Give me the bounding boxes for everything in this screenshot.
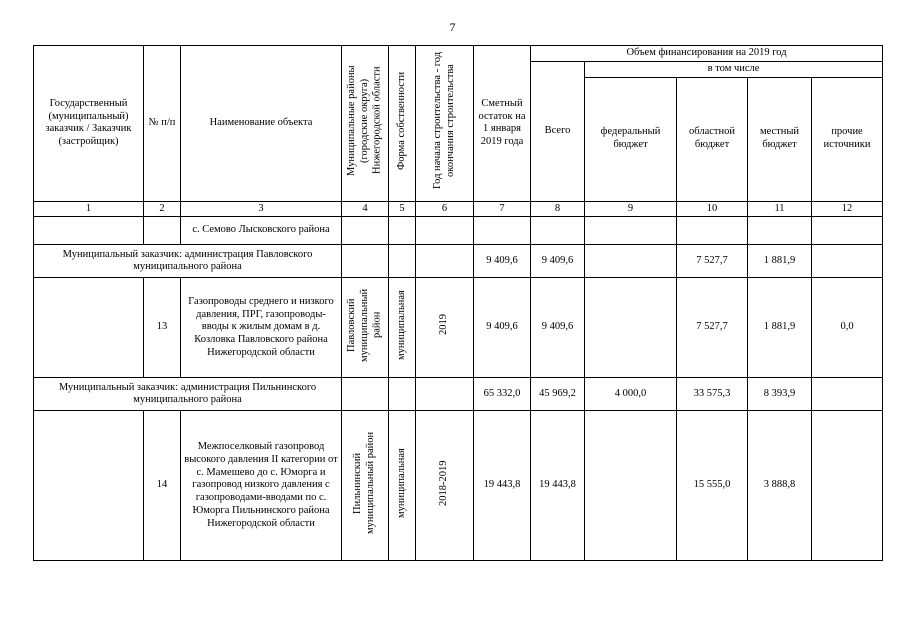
page-number: 7: [449, 20, 456, 34]
federal-value: [585, 245, 677, 278]
header-financing-2019: Объем финансирования на 2019 год: [531, 46, 883, 62]
estimated-balance: 9 409,6: [474, 245, 531, 278]
header-including: в том числе: [585, 61, 883, 77]
local-value: 1 881,9: [748, 245, 812, 278]
object-name: Межпоселковый газопровод высокого давления II категории от с. Мамешево до с. Юморга и газопровод низкого давления с газопроводами-вводами по с. Юморга Пильнинского района Нижегородской области: [181, 411, 342, 561]
ownership-cell: [389, 411, 416, 561]
column-number: 12: [812, 201, 883, 217]
total-value: 19 443,8: [531, 411, 585, 561]
local-value: 3 888,8: [748, 411, 812, 561]
district-cell: [342, 411, 389, 561]
regional-value: 7 527,7: [677, 278, 748, 378]
estimated-balance: 19 443,8: [474, 411, 531, 561]
customer-label: Муниципальный заказчик: администрация Павловского муниципального района: [34, 245, 342, 278]
header-regional: областной бюджет: [677, 77, 748, 201]
header-total: Всего: [531, 61, 585, 201]
years-value: 2019: [438, 314, 450, 336]
table-row-item-13: [34, 278, 883, 378]
financing-table: [33, 45, 883, 561]
header-municipal-districts-text: Муниципальные районы (городские округа) Нижегородской области: [345, 65, 383, 177]
header-object-name: Наименование объекта: [181, 46, 342, 202]
years-value: 2018-2019: [438, 460, 450, 507]
regional-value: 7 527,7: [677, 245, 748, 278]
other-value: [812, 245, 883, 278]
local-value: 1 881,9: [748, 278, 812, 378]
column-number: 11: [748, 201, 812, 217]
header-other: прочие источники: [812, 77, 883, 201]
header-years: [416, 46, 474, 202]
column-number: 4: [342, 201, 389, 217]
federal-value: [585, 278, 677, 378]
years-cell: [416, 278, 474, 378]
district-name: Пильнинский муниципальный район: [352, 432, 376, 535]
column-numbers-row: [34, 201, 883, 217]
column-number: 6: [416, 201, 474, 217]
row-number: 13: [144, 278, 181, 378]
total-value: 45 969,2: [531, 378, 585, 411]
header-estimated-balance: Сметный остаток на 1 января 2019 года: [474, 46, 531, 202]
total-value: 9 409,6: [531, 278, 585, 378]
district-cell: [342, 278, 389, 378]
other-value: [812, 378, 883, 411]
table-row-item-14: [34, 411, 883, 561]
header-ownership: [389, 46, 416, 202]
column-number: 3: [181, 201, 342, 217]
other-value: 0,0: [812, 278, 883, 378]
ownership-value: муниципальная: [395, 290, 407, 361]
header-row-1: [34, 46, 883, 62]
column-number: 5: [389, 201, 416, 217]
column-number: 8: [531, 201, 585, 217]
ownership-cell: [389, 278, 416, 378]
estimated-balance: 65 332,0: [474, 378, 531, 411]
years-cell: [416, 411, 474, 561]
federal-value: [585, 411, 677, 561]
row-number: 14: [144, 411, 181, 561]
column-number: 2: [144, 201, 181, 217]
header-customer: Государственный (муниципальный) заказчик / Заказчик (застройщик): [34, 46, 144, 202]
object-name: Газопроводы среднего и низкого давления, ПРГ, газопроводы-вводы к жилым домам в д. Козловка Павловского района Нижегородской области: [181, 278, 342, 378]
table-row-customer-pilna: [34, 378, 883, 411]
column-number: 9: [585, 201, 677, 217]
header-federal: федеральный бюджет: [585, 77, 677, 201]
column-number: 1: [34, 201, 144, 217]
federal-value: 4 000,0: [585, 378, 677, 411]
column-number: 7: [474, 201, 531, 217]
header-years-text: Год начала строительства - год окончания строительства: [431, 52, 456, 190]
header-num: № п/п: [144, 46, 181, 202]
header-local: местный бюджет: [748, 77, 812, 201]
customer-label: Муниципальный заказчик: администрация Пильнинского муниципального района: [34, 378, 342, 411]
header-ownership-text: Форма собственности: [395, 71, 407, 170]
column-number: 10: [677, 201, 748, 217]
local-value: 8 393,9: [748, 378, 812, 411]
other-value: [812, 411, 883, 561]
regional-value: 33 575,3: [677, 378, 748, 411]
regional-value: 15 555,0: [677, 411, 748, 561]
ownership-value: муниципальная: [395, 448, 407, 519]
table-row-continuation: [34, 217, 883, 245]
estimated-balance: 9 409,6: [474, 278, 531, 378]
object-name: с. Семово Лысковского района: [181, 217, 342, 245]
header-municipal-districts: [342, 46, 389, 202]
table-row-customer-pavlovo: [34, 245, 883, 278]
total-value: 9 409,6: [531, 245, 585, 278]
district-name: Павловский муниципальный район: [345, 288, 383, 363]
